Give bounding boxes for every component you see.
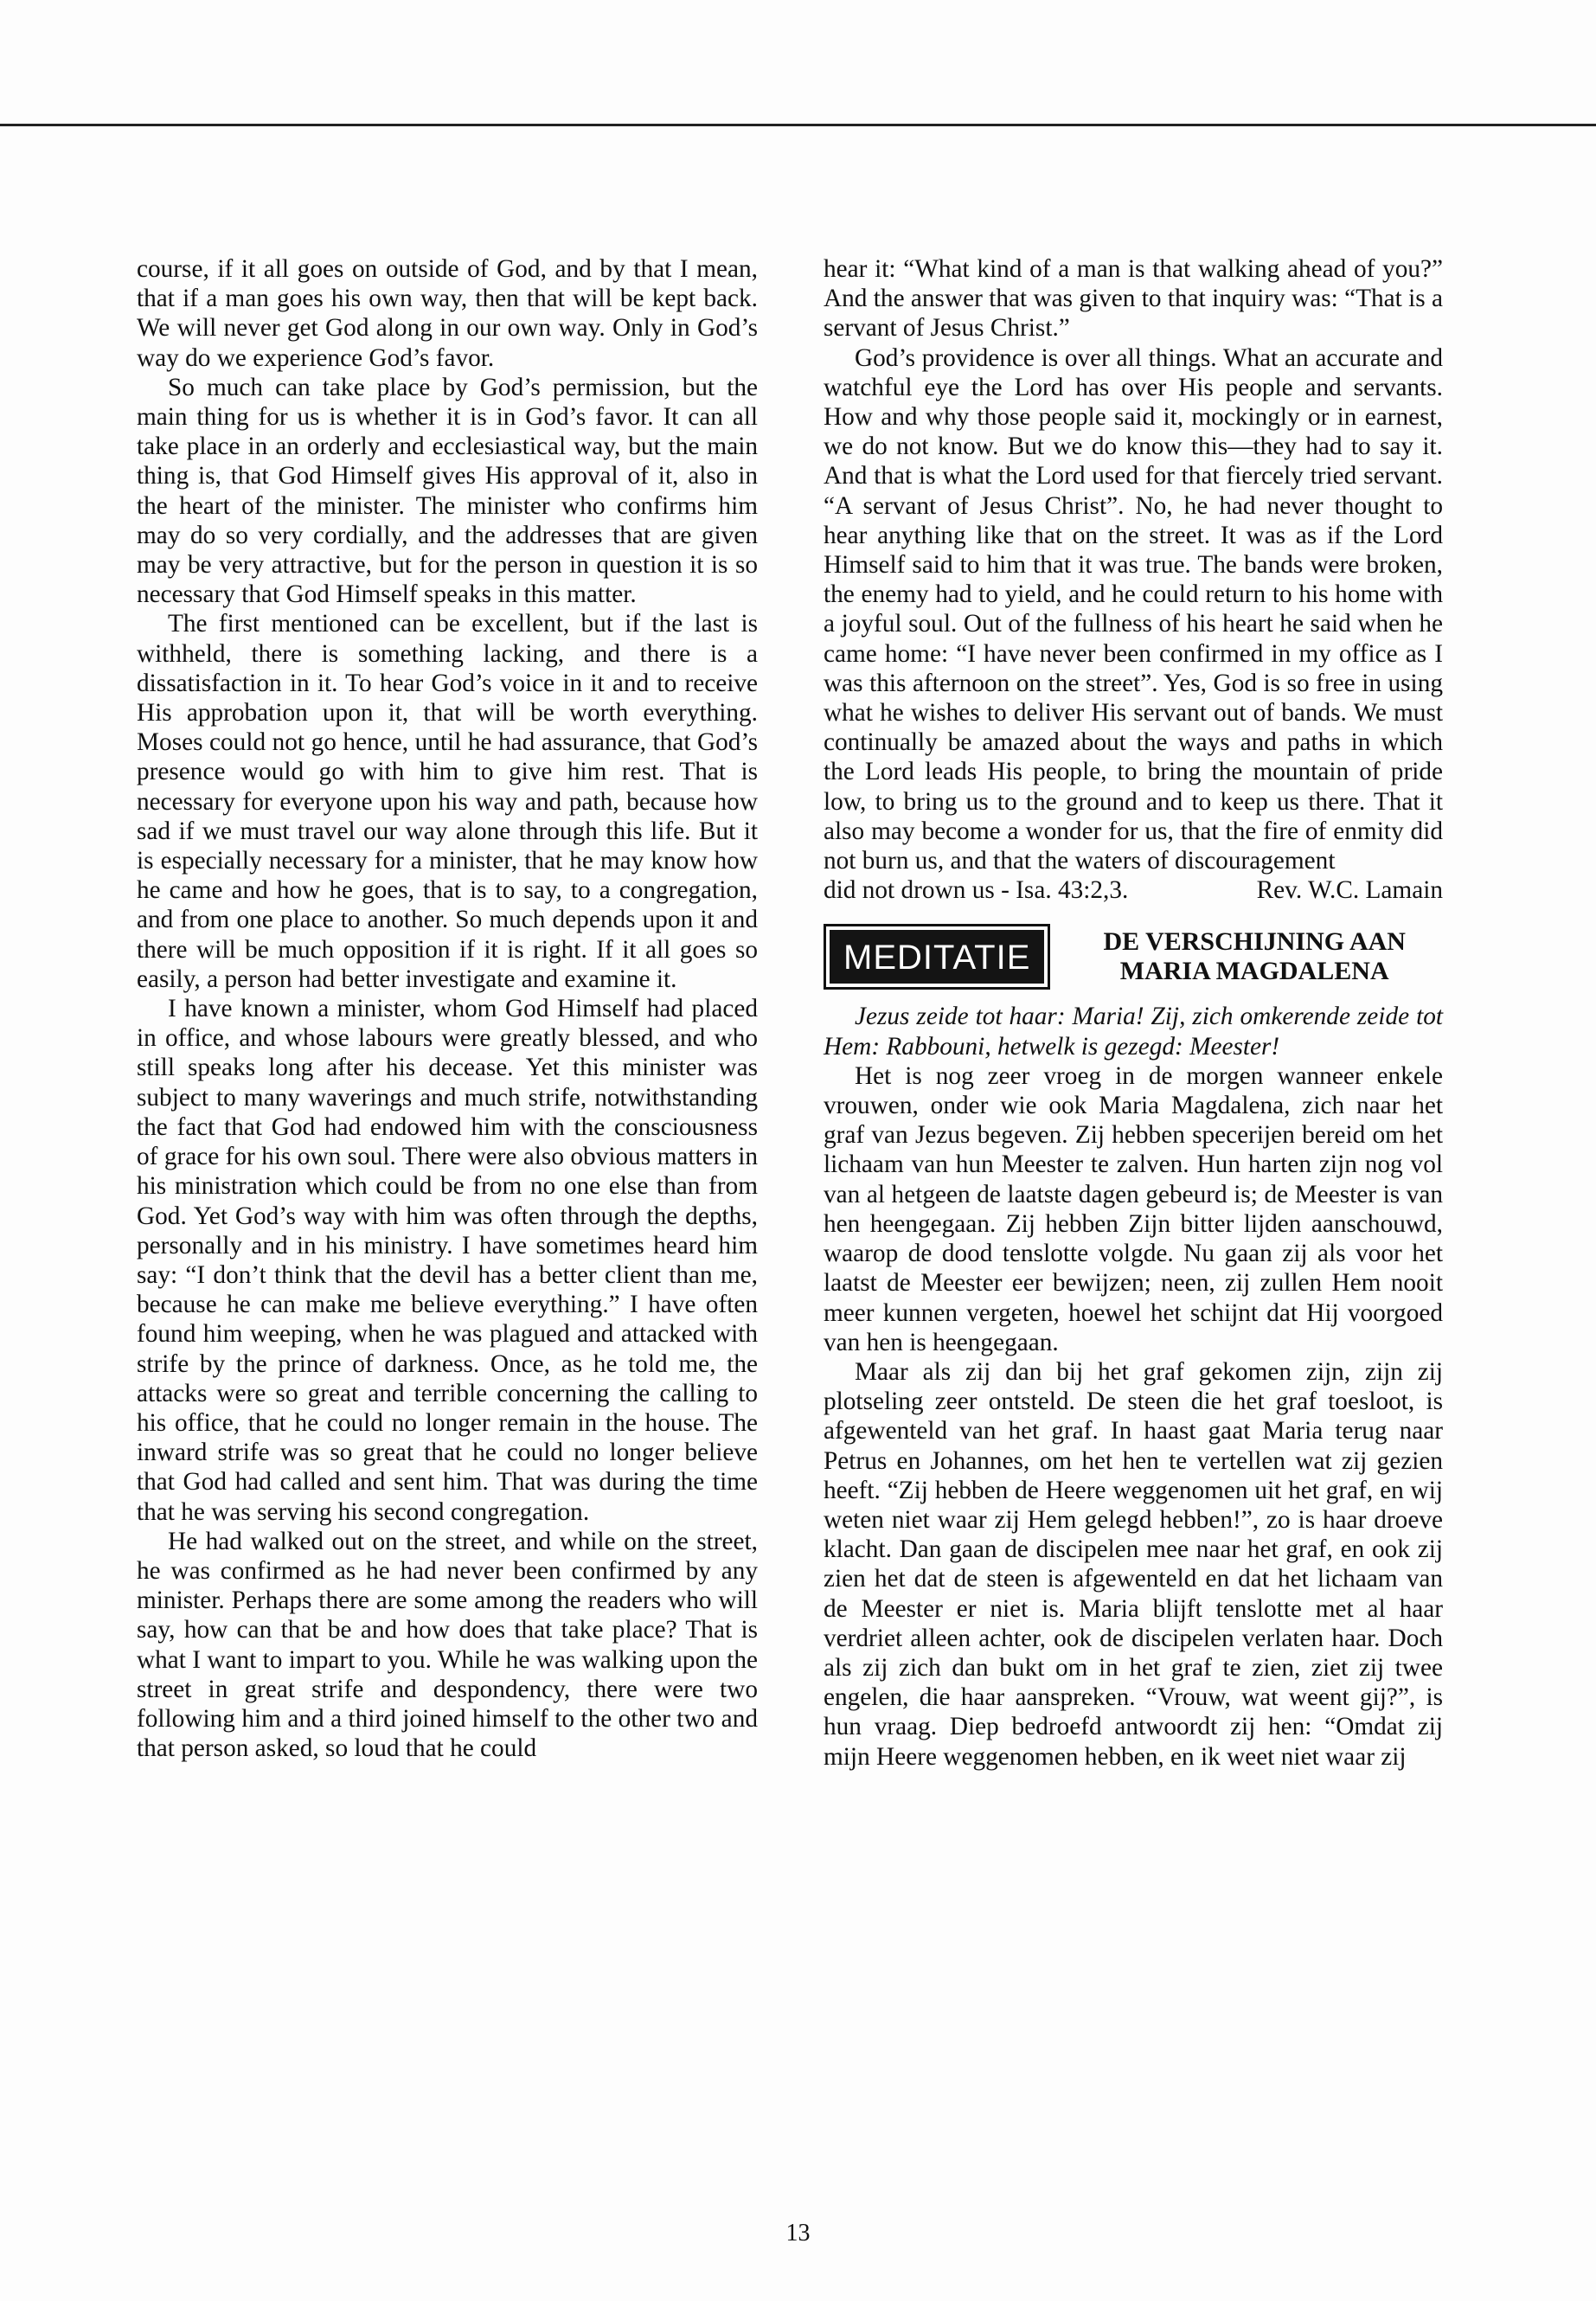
page-number: 13 — [785, 2220, 811, 2247]
author-signature: Rev. W.C. Lamain — [1256, 876, 1443, 905]
meditation-title — [1066, 927, 1443, 986]
right-column — [824, 254, 1443, 1772]
meditation-header — [824, 924, 1443, 990]
paragraph: God’s providence is over all things. What an accurate and watchful eye the Lord has over His people and servants. How and why those people said it, mockingly or in earnest, we do not know. But we do know this—they had to say it. And that is what the Lord used for that fiercely tried servant. “A servant of Jesus Christ”. No, he had never thought to hear anything like that on the street. It was as if the Lord Himself said to him that it was true. The bands were broken, the enemy had to yield, and he could return to his home with a joyful soul. Out of the fullness of his heart he said when he came home: “I have never been confirmed in my office as I was this afternoon on the street”. Yes, God is so free in using what he wishes to deliver His servant out of bands. We must continually be amazed about the ways and paths in which the Lord leads His people, to bring the mountain of pride low, to bring us to the ground and to keep us there. That it also may become a wonder for us, that the fire of enmity did not burn us, and that the waters of discouragement — [824, 343, 1443, 875]
closing-line — [824, 875, 1443, 905]
top-rule — [0, 124, 1596, 126]
closing-text: did not drown us - Isa. 43:2,3. — [824, 876, 1129, 905]
meditation-badge — [824, 924, 1050, 990]
meditation-badge-label: MEDITATIE — [830, 930, 1044, 984]
paragraph: So much can take place by God’s permission, but the main thing for us is whether it is in God’s favor. It can all take place in an orderly and ecclesiastical way, but the main thing is, that God Himself gives His approval of it, also in the heart of the minister. The minister who confirms him may do so very cordially, and the addresses that are given may be very attractive, but for the person in question it is so necessary that God Himself speaks in this matter. — [137, 373, 758, 609]
paragraph: He had walked out on the street, and while on the street, he was confirmed as he had never been confirmed by any minister. Perhaps there are some among the readers who will say, how can that be and how does that take place? That is what I want to impart to you. While he was walking upon the street in great strife and despondency, there were two following him and a third joined himself to the other two and that person asked, so loud that he could — [137, 1527, 758, 1763]
paragraph: course, if it all goes on outside of God, and by that I mean, that if a man goes his own way, then that will be kept back. We will never get God along in our own way. Only in God’s way do we experience God’s favor. — [137, 255, 758, 372]
meditation-title-line: DE VERSCHIJNING AAN — [1103, 927, 1406, 957]
meditation-title-line: MARIA MAGDALENA — [1119, 957, 1389, 986]
paragraph: Het is nog zeer vroeg in de morgen wanneer enkele vrouwen, onder wie ook Maria Magdalena, zich naar het graf van Jezus begeven. Zij hebben specerijen bereid om het lichaam van hun Meester te zalven. Hun harten zijn nog vol van al hetgeen de laatste dagen gebeurd is; de Meester is van hen heengegaan. Zij hebben Zijn bitter lijden aanschouwd, waarop de dood tenslotte volgde. Nu gaan zij als voor het laatst de Meester eer bewijzen; neen, zij zullen Hem nooit meer kunnen vergeten, hoewel het schijnt dat Hij voorgoed van hen is heengegaan. — [824, 1061, 1443, 1356]
paragraph: hear it: “What kind of a man is that walking ahead of you?” And the answer that was given to that inquiry was: “That is a servant of Jesus Christ.” — [824, 255, 1443, 343]
left-column — [137, 254, 758, 1763]
paragraph: I have known a minister, whom God Himself had placed in office, and whose labours were greatly blessed, and who still speaks long after his decease. Yet this minister was subject to many waverings and much strife, notwithstanding the fact that God had endowed him with the consciousness of grace for his own soul. There were also obvious matters in his ministration which could be from no one else than from God. Yet God’s way with him was often through the depths, personally and in his ministry. I have sometimes heard him say: “I don’t think that the devil has a better client than me, because he can make me believe everything.” I have often found him weeping, when he was plagued and attacked with strife by the prince of darkness. Once, as he told me, the attacks were so great and terrible concerning the calling to his office, that he could no longer remain in the house. The inward strife was so great that he could no longer believe that God had called and sent him. That was during the time that he was serving his second congregation. — [137, 995, 758, 1526]
paragraph: Maar als zij dan bij het graf gekomen zijn, zijn zij plotseling zeer ontsteld. De steen die het graf toesloot, is afgewenteld van het graf. In haast gaat Maria terug naar Petrus en Johannes, om het hen te vertellen wat zij gezien heeft. “Zij hebben de Heere weggenomen uit het graf, en wij weten niet waar zij Hem gelegd hebben!”, zo is haar droeve klacht. Dan gaan de discipelen mee naar het graf, en ook zij zien het dat de steen is afgewenteld en dat het lichaam van de Meester er niet is. Maria blijft tenslotte met al haar verdriet alleen achter, ook de discipelen verlaten haar. Doch als zij zich dan bukt om in het graf te zien, ziet zij twee engelen, die haar aanspreken. “Vrouw, wat weent gij?”, is hun vraag. Diep bedroefd antwoordt zij hen: “Omdat zij mijn Heere weggenomen hebben, en ik weet niet waar zij — [824, 1357, 1443, 1771]
paragraph: The first mentioned can be excellent, but if the last is withheld, there is something lacking, and there is a dissatisfaction in it. To hear God’s voice in it and to receive His approbation upon it, that will be worth everything. Moses could not go hence, until he had assurance, that God’s presence would go with him to give him rest. That is necessary for everyone upon his way and path, because how sad if we must travel our way alone through this life. But it is especially necessary for a minister, that he may know how he came and how he goes, that is to say, to a congregation, and from one place to another. So much depends upon it and there will be much opposition if it is right. If it all goes so easily, a person had better investigate and examine it. — [137, 610, 758, 993]
epigraph: Jezus zeide tot haar: Maria! Zij, zich omkerende zeide tot Hem: Rabbouni, hetwelk is gezegd: Meester! — [824, 1003, 1443, 1061]
